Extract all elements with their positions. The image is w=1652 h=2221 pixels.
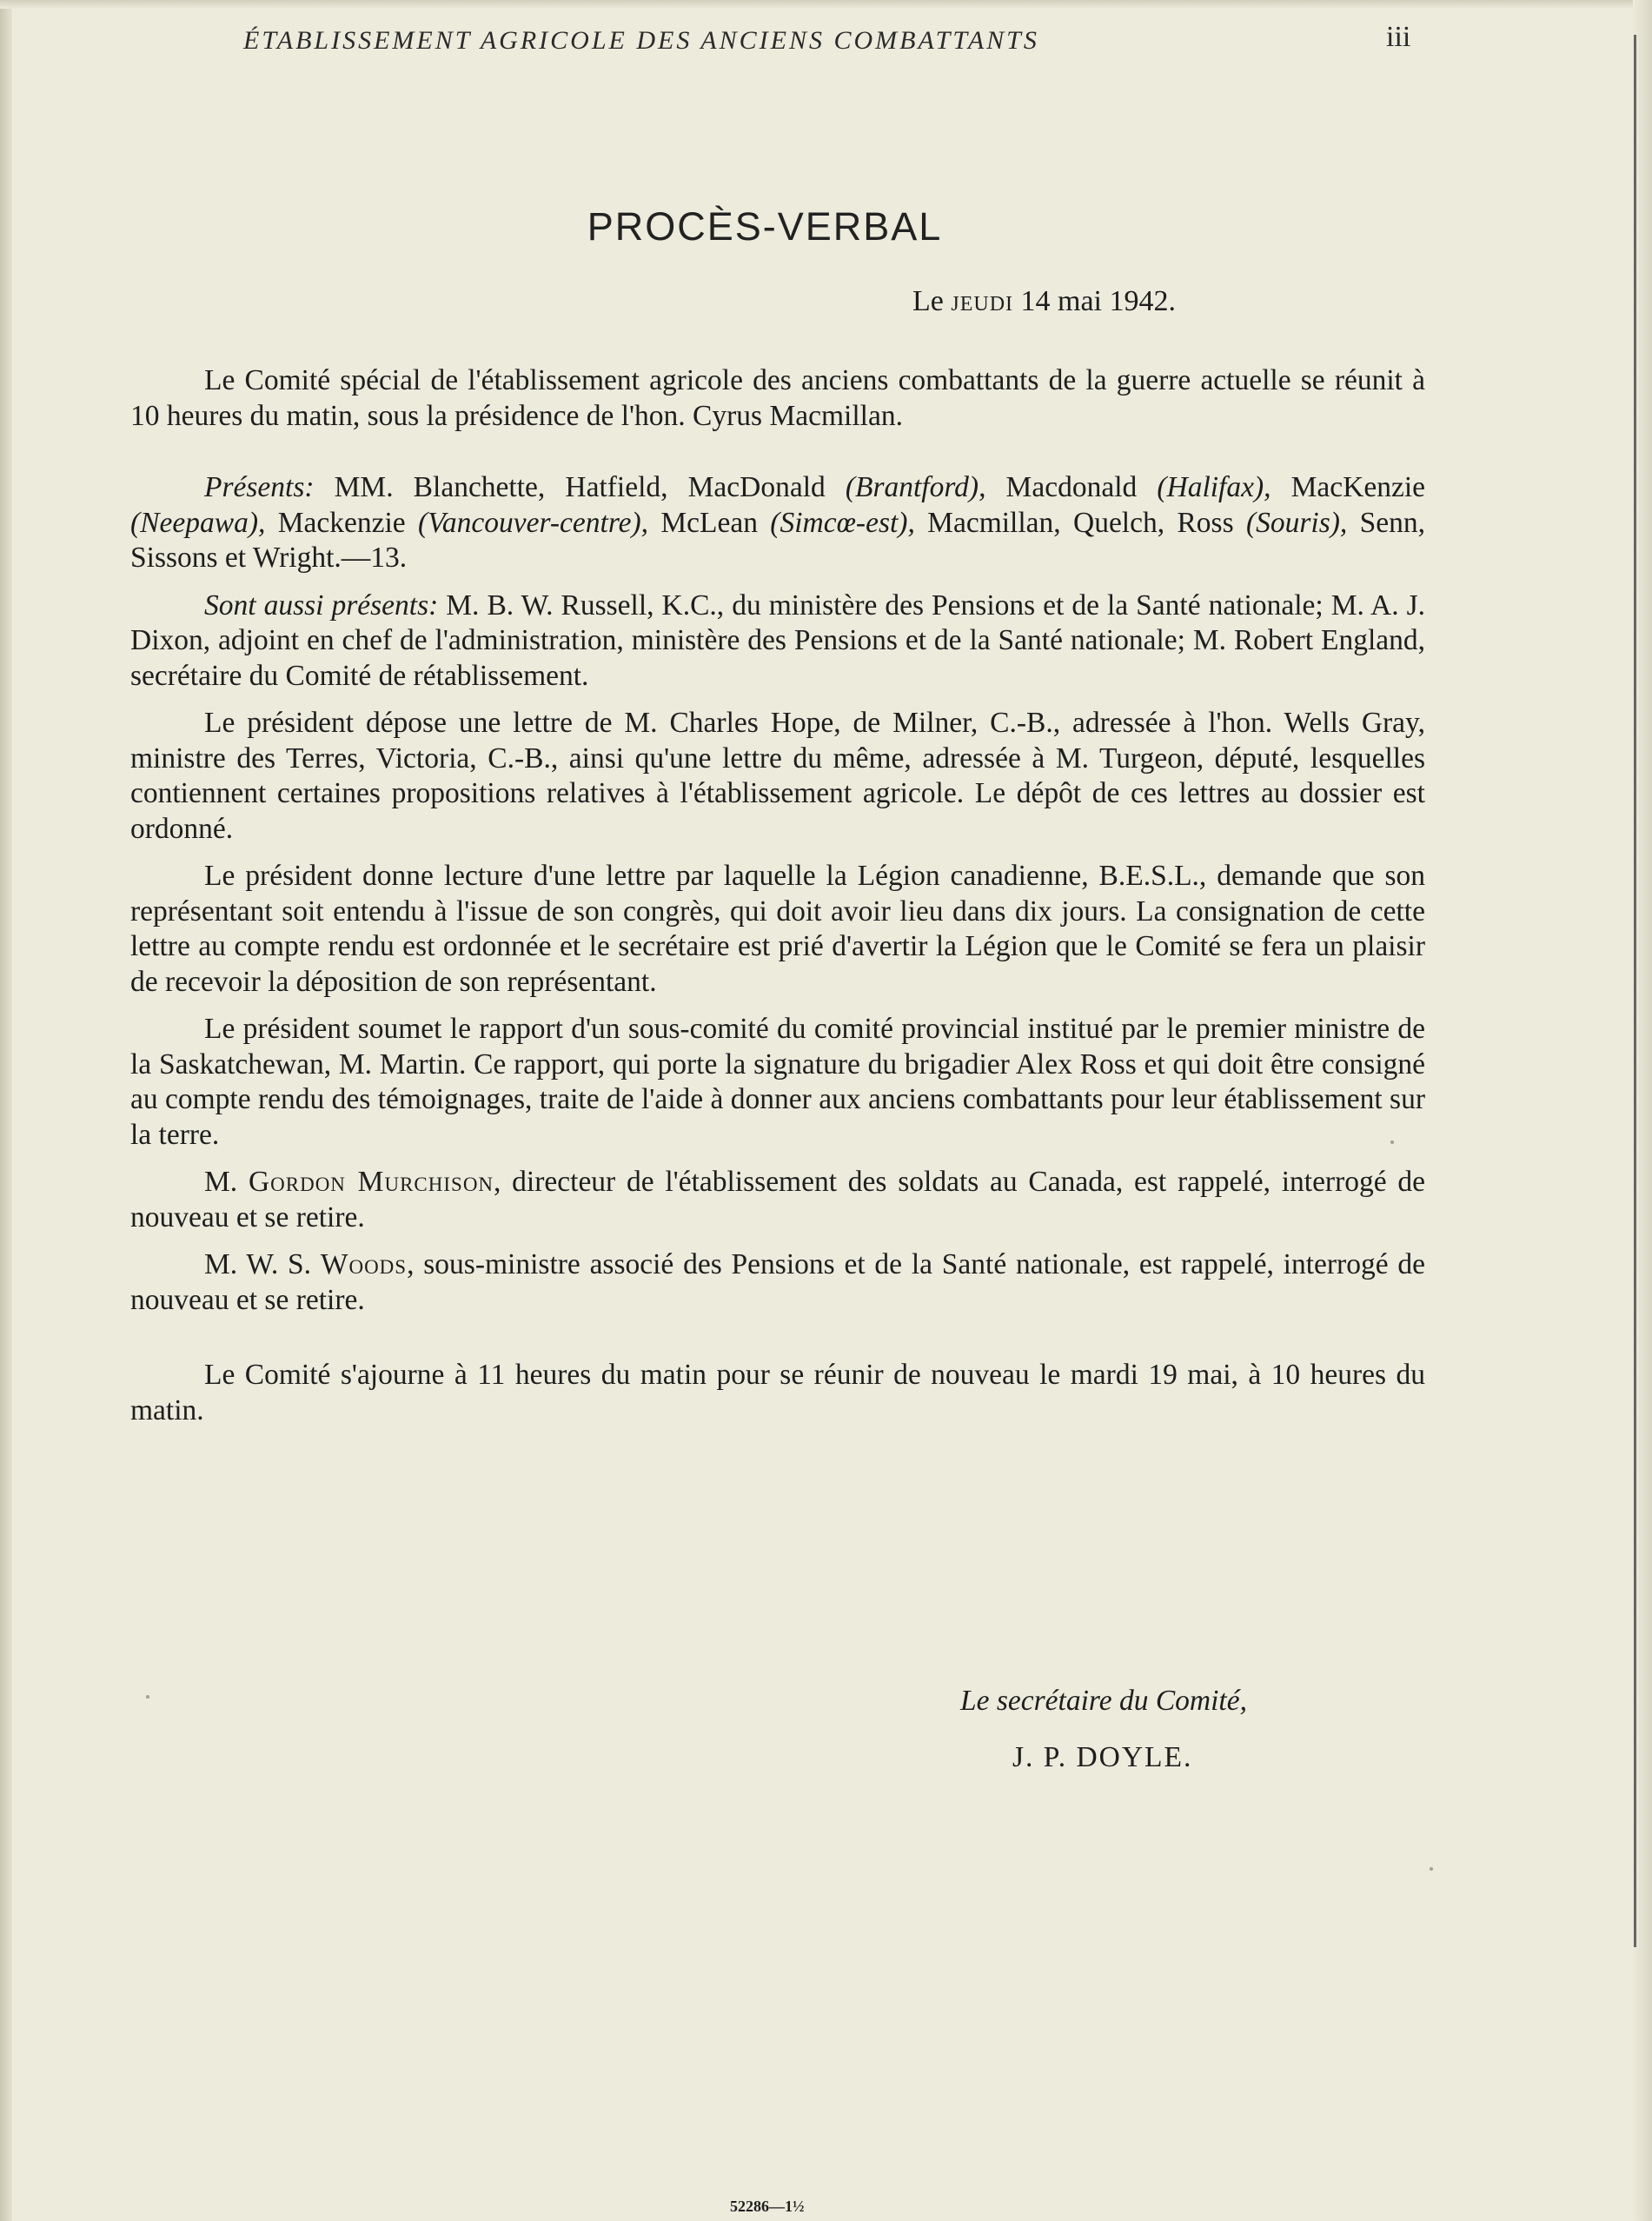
date-weekday: jeudi xyxy=(951,285,1014,317)
paragraph-witness-murchison xyxy=(130,1165,1425,1235)
also-present-text: M. B. W. Russell, K.C., du ministère des Pensions et de la Santé nationale; M. A. J. Dixon, adjoint en chef de l'administration, ministère des Pensions et de la Santé nationale; M. Robert England, secrétaire du Comité de rétablissement. xyxy=(130,588,1425,692)
present-text-7: Senn, Sissons et Wright.—13. xyxy=(130,506,1425,574)
witness-1-name: Gordon Murchison xyxy=(248,1166,494,1198)
present-label: Présents: xyxy=(204,471,315,503)
date-prefix: Le xyxy=(912,285,952,317)
present-text-4: Mackenzie xyxy=(265,506,418,539)
paragraph-subcommittee-report: Le président soumet le rapport d'un sous-comité du comité provincial institué par le premier ministre de la Saskatchewan, M. Martin. Ce rapport, qui porte la signature du brigadier Alex Ross et qui doit être consigné au compte rendu des témoignages, traite de l'aide à donner aux anciens combattants pour leur établissement sur la terre. xyxy=(130,1013,1425,1151)
page-title: PROCÈS-VERBAL xyxy=(587,204,943,249)
witness-1-prefix: M. xyxy=(204,1166,249,1198)
paper-speck xyxy=(1430,1867,1433,1871)
paragraph-adjournment: Le Comité s'ajourne à 11 heures du matin pour se réunir de nouveau le mardi 19 mai, à 10 heures du matin. xyxy=(130,1359,1425,1426)
paragraph-also-present xyxy=(130,588,1425,695)
binding-line xyxy=(1634,35,1636,1947)
print-code: 52286—1½ xyxy=(730,2198,805,2215)
paragraph-opening: Le Comité spécial de l'établissement agricole des anciens combattants de la guerre actuelle se réunit à 10 heures du matin, sous la présidence de l'hon. Cyrus Macmillan. xyxy=(130,364,1425,432)
present-riding-6: (Souris), xyxy=(1245,506,1348,539)
signature-role: Le secrétaire du Comité, xyxy=(960,1685,1247,1717)
paragraph-witness-woods xyxy=(130,1247,1425,1318)
paragraph-letters-tabled: Le président dépose une lettre de M. Charles Hope, de Milner, C.-B., adressée à l'hon. Wells Gray, ministre des Terres, Victoria, C.-B., ainsi qu'une lettre du même, adressée à M. Turgeon, député, lesquelles contiennent certaines propositions relatives à l'établissement agricole. Le dépôt de ces lettres au dossier est ordonné. xyxy=(130,707,1425,845)
present-riding-3: (Neepawa), xyxy=(130,506,266,539)
page-edge-top xyxy=(0,0,1652,9)
paragraph-present-members xyxy=(130,470,1425,576)
witness-1-text: , directeur de l'établissement des soldats au Canada, est rappelé, interrogé de nouveau et se retire. xyxy=(130,1166,1425,1234)
paper-speck xyxy=(146,1695,149,1699)
present-text-6: Macmillan, Quelch, Ross xyxy=(914,506,1246,539)
running-head: ÉTABLISSEMENT AGRICOLE DES ANCIENS COMBATTANTS xyxy=(243,26,1039,55)
paper-speck xyxy=(1390,1140,1394,1144)
present-riding-5: (Simcœ-est), xyxy=(770,506,915,539)
witness-2-text: , sous-ministre associé des Pensions et de la Santé nationale, est rappelé, interrogé de nouveau et se retire. xyxy=(130,1248,1425,1316)
also-present-label: Sont aussi présents: xyxy=(204,588,439,622)
date-rest: 14 mai 1942. xyxy=(1013,285,1176,317)
page-edge-left xyxy=(0,0,12,2221)
present-text-2: Macdonald xyxy=(985,471,1158,503)
present-text-1: MM. Blanchette, Hatfield, MacDonald xyxy=(314,471,846,503)
witness-2-prefix: M. W. S. xyxy=(204,1248,321,1280)
present-riding-1: (Brantford), xyxy=(845,471,986,503)
present-riding-4: (Vancouver-centre), xyxy=(417,506,649,539)
paragraph-legion-letter: Le président donne lecture d'une lettre par laquelle la Légion canadienne, B.E.S.L., demande que son représentant soit entendu à l'issue de son congrès, qui doit avoir lieu dans dix jours. La consignation de cette lettre au compte rendu est ordonnée et le secrétaire est prié d'avertir la Légion que le Comité se fera un plaisir de recevoir la déposition de son représentant. xyxy=(130,860,1425,998)
signature-name: J. P. DOYLE. xyxy=(1012,1741,1193,1773)
page-number: iii xyxy=(1386,21,1411,53)
present-riding-2: (Halifax), xyxy=(1157,471,1271,503)
meeting-date xyxy=(912,285,1176,318)
witness-2-name: Woods xyxy=(320,1248,408,1280)
minutes-body xyxy=(130,363,1425,1440)
present-text-3: MacKenzie xyxy=(1271,471,1425,503)
present-text-5: McLean xyxy=(648,506,771,539)
